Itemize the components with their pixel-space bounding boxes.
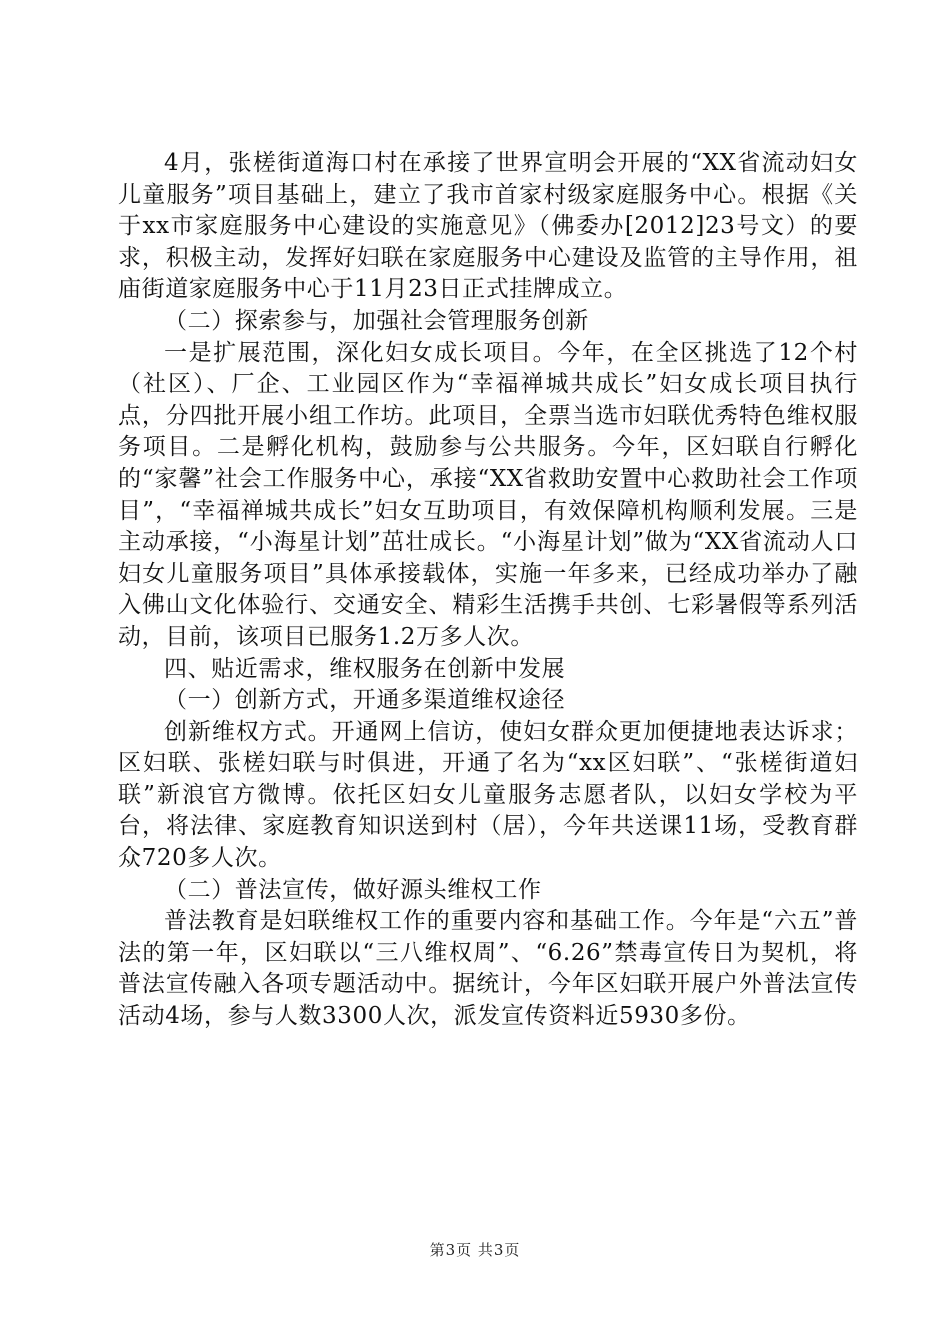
page-number-footer: 第3页 共3页 [429,1241,521,1259]
document-body [118,148,858,1033]
section-heading-innovation-channels: （一）创新方式，开通多渠道维权途径 [164,687,566,714]
section-heading-rights-service: 四、贴近需求，维权服务在创新中发展 [164,655,566,682]
paragraph-family-service-center: 4月，张槎街道海口村在承接了世界宣明会开展的“XX省流动妇女儿童服务”项目基础上，建立了我市首家村级家庭服务中心。根据《关于xx市家庭服务中心建设的实施意见》（佛委办[2012]23号文）的要求，积极主动，发挥好妇联在家庭服务中心建设及监管的主导作用，祖庙街道家庭服务中心于11月23日正式挂牌成立。 [118,150,858,303]
section-heading-explore-participate: （二）探索参与，加强社会管理服务创新 [164,307,589,334]
paragraph-legal-education: 普法教育是妇联维权工作的重要内容和基础工作。今年是“六五”普法的第一年，区妇联以“三八维权周”、“6.26”禁毒宣传日为契机，将普法宣传融入各项专题活动中。据统计，今年区妇联开展户外普法宣传活动4场，参与人数3300人次，派发宣传资料近5930多份。 [118,908,858,1030]
paragraph-women-growth-project: 一是扩展范围，深化妇女成长项目。今年，在全区挑选了12个村（社区）、厂企、工业园区作为“幸福禅城共成长”妇女成长项目执行点，分四批开展小组工作坊。此项目，全票当选市妇联优秀特色维权服务项目。二是孵化机构，鼓励参与公共服务。今年，区妇联自行孵化的“家馨”社会工作服务中心，承接“XX省救助安置中心救助社会工作项目”，“幸福禅城共成长”妇女互助项目，有效保障机构顺利发展。三是主动承接，“小海星计划”茁壮成长。“小海星计划”做为“XX省流动人口妇女儿童服务项目”具体承接载体，实施一年多来，已经成功举办了融入佛山文化体验行、交通安全、精彩生活携手共创、七彩暑假等系列活动，目前，该项目已服务1.2万多人次。 [118,339,858,650]
section-heading-legal-publicity: （二）普法宣传，做好源头维权工作 [164,876,542,903]
paragraph-innovation-methods: 创新维权方式。开通网上信访，使妇女群众更加便捷地表达诉求；区妇联、张槎妇联与时俱进，开通了名为“xx区妇联”、“张槎街道妇联”新浪官方微博。依托区妇女儿童服务志愿者队，以妇女学校为平台，将法律、家庭教育知识送到村（居），今年共送课11场，受教育群众720多人次。 [118,718,858,872]
